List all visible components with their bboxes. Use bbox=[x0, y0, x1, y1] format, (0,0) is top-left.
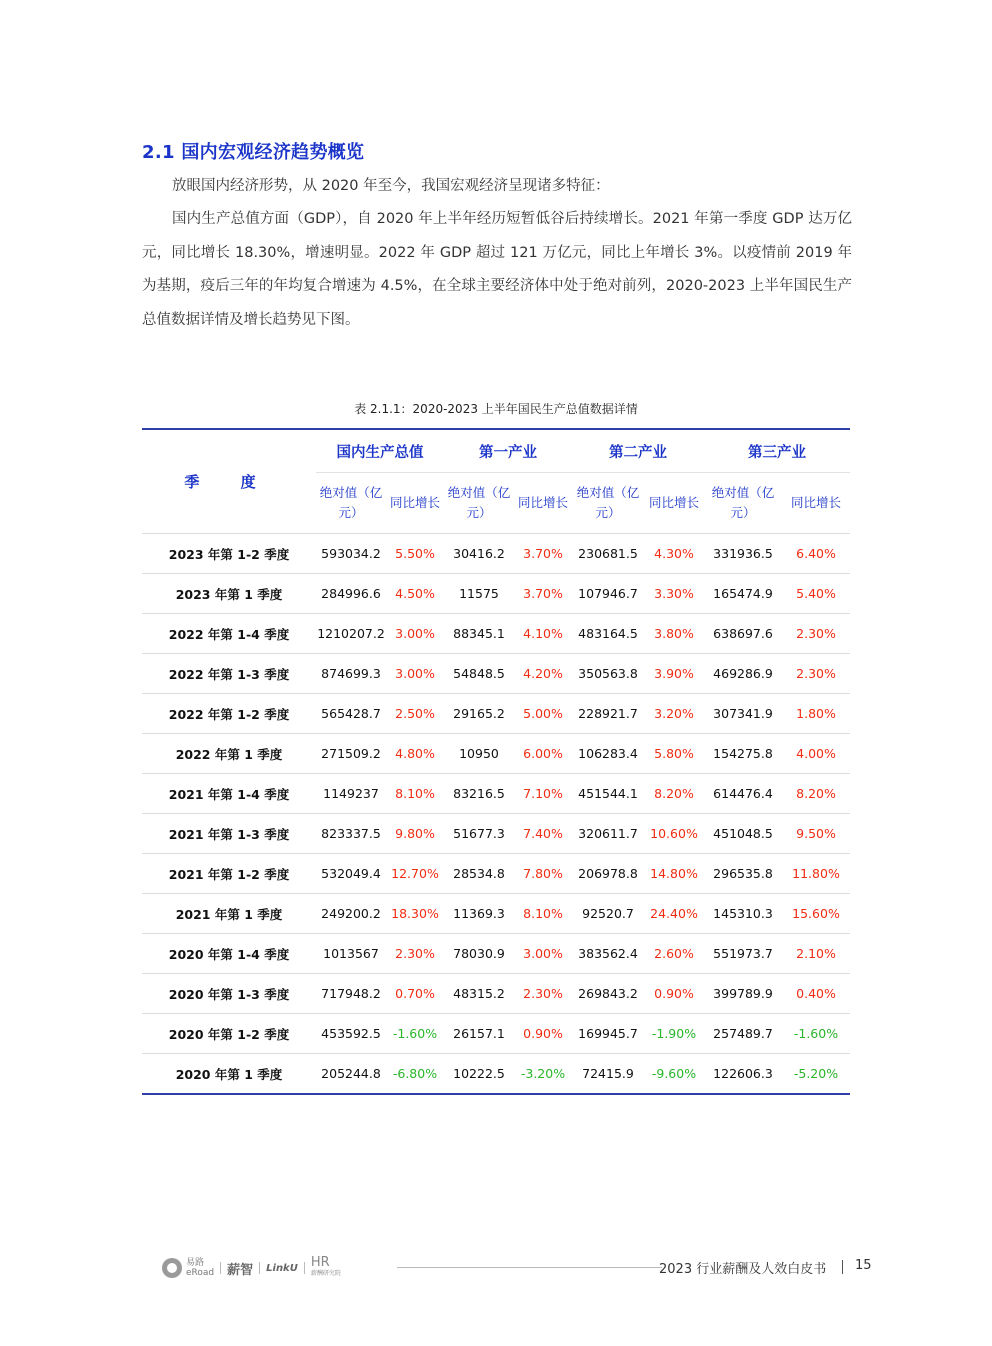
quarter-label: 2022 年第 1 季度 bbox=[142, 734, 316, 774]
growth-cell: 8.20% bbox=[644, 774, 704, 814]
group-header-tertiary: 第三产业 bbox=[704, 429, 850, 473]
value-cell: 205244.8 bbox=[321, 1066, 381, 1081]
growth-cell: 3.00% bbox=[514, 934, 572, 974]
value-cell: 107946.7 bbox=[572, 574, 644, 614]
value-cell: 106283.4 bbox=[572, 734, 644, 774]
table-row bbox=[142, 774, 850, 814]
quarter-label: 2021 年第 1-2 季度 bbox=[142, 854, 316, 894]
value-cell: 453592.5 bbox=[316, 1014, 386, 1054]
quarter-label: 2021 年第 1-3 季度 bbox=[142, 814, 316, 854]
value-cell: 88345.1 bbox=[444, 614, 514, 654]
table-row bbox=[142, 894, 850, 934]
quarter-label: 2022 年第 1-2 季度 bbox=[142, 694, 316, 734]
linku-logo: LinkU bbox=[266, 1262, 298, 1274]
value-cell: 331936.5 bbox=[704, 534, 782, 574]
quarter-label: 2020 年第 1-3 季度 bbox=[142, 974, 316, 1014]
value-cell: 29165.2 bbox=[444, 694, 514, 734]
hr-institute-logo: HR 薪酬研究院 bbox=[310, 1255, 341, 1277]
table-row bbox=[142, 614, 850, 654]
quarter-label: 2020 年第 1-2 季度 bbox=[142, 1014, 316, 1054]
value-cell: 614476.4 bbox=[704, 774, 782, 814]
growth-cell: 8.10% bbox=[386, 774, 444, 814]
growth-cell: 5.40% bbox=[782, 574, 850, 614]
value-cell: 145310.3 bbox=[704, 894, 782, 934]
value-cell: 11575 bbox=[444, 574, 514, 614]
value-cell: 469286.9 bbox=[704, 654, 782, 694]
value-cell: 269843.2 bbox=[572, 974, 644, 1014]
quarter-label: 2020 年第 1-4 季度 bbox=[142, 934, 316, 974]
table-row bbox=[142, 974, 850, 1014]
value-cell: 565428.7 bbox=[316, 694, 386, 734]
value-cell: 249200.2 bbox=[316, 894, 386, 934]
growth-cell: 11.80% bbox=[782, 854, 850, 894]
quarter-label: 2022 年第 1-4 季度 bbox=[142, 614, 316, 654]
growth-cell: 6.00% bbox=[514, 734, 572, 774]
table-row bbox=[142, 1014, 850, 1054]
growth-cell: 3.00% bbox=[386, 614, 444, 654]
value-cell: 122606.3 bbox=[713, 1066, 773, 1081]
value-cell: 717948.2 bbox=[316, 974, 386, 1014]
value-cell: 169945.7 bbox=[572, 1014, 644, 1054]
quarter-label: 2021 年第 1-4 季度 bbox=[142, 774, 316, 814]
footer-divider-line bbox=[397, 1267, 662, 1268]
value-cell: 451048.5 bbox=[704, 814, 782, 854]
growth-cell: 4.00% bbox=[782, 734, 850, 774]
value-cell: 54848.5 bbox=[444, 654, 514, 694]
footer-doc-title: 2023 行业薪酬及人效白皮书 bbox=[659, 1262, 827, 1277]
sub-header-pct: 同比增长 bbox=[386, 473, 444, 534]
growth-cell: 8.20% bbox=[782, 774, 850, 814]
growth-cell: 0.90% bbox=[644, 974, 704, 1014]
gdp-paragraph: 国内生产总值方面（GDP），自 2020 年上半年经历短暂低谷后持续增长。2021 年第一季度 GDP 达万亿元，同比增长 18.30%，增速明显。2022 年 GDP 超过 121 万亿元，同比上年增长 3%。以疫情前 2019 年为基期，疫后三年的年均复合增速为 4.5%，在全球主要经济体中处于绝对前列，2020-2023 上半年国民生产总值数据详情及增长趋势见下图。 bbox=[142, 211, 852, 328]
growth-cell: 1.80% bbox=[782, 694, 850, 734]
gdp-table bbox=[142, 428, 850, 1095]
value-cell: 638697.6 bbox=[704, 614, 782, 654]
page-footer bbox=[162, 1252, 872, 1282]
value-cell: 48315.2 bbox=[444, 974, 514, 1014]
growth-cell: 12.70% bbox=[386, 854, 444, 894]
table-row bbox=[142, 854, 850, 894]
logo-divider bbox=[220, 1262, 221, 1274]
value-cell: 11369.3 bbox=[444, 894, 514, 934]
growth-cell: -9.60% bbox=[651, 1066, 697, 1081]
growth-cell: 10.60% bbox=[644, 814, 704, 854]
growth-cell: 0.40% bbox=[782, 974, 850, 1014]
value-cell: 72415.9 bbox=[582, 1066, 634, 1081]
table-caption: 表 2.1.1：2020-2023 上半年国民生产总值数据详情 bbox=[354, 402, 638, 416]
growth-cell: 9.80% bbox=[386, 814, 444, 854]
value-cell: 51677.3 bbox=[444, 814, 514, 854]
growth-cell: 0.90% bbox=[514, 1014, 572, 1054]
growth-cell: 8.10% bbox=[514, 894, 572, 934]
growth-cell: 2.30% bbox=[386, 934, 444, 974]
growth-cell: 4.10% bbox=[514, 614, 572, 654]
growth-cell: 18.30% bbox=[386, 894, 444, 934]
quarter-label: 2021 年第 1 季度 bbox=[142, 894, 316, 934]
sub-header-pct: 同比增长 bbox=[514, 473, 572, 534]
value-cell: 551973.7 bbox=[704, 934, 782, 974]
value-cell: 874699.3 bbox=[316, 654, 386, 694]
season-header: 季 度 bbox=[142, 429, 316, 534]
growth-cell: 5.50% bbox=[386, 534, 444, 574]
value-cell: 228921.7 bbox=[572, 694, 644, 734]
growth-cell: -3.20% bbox=[520, 1066, 566, 1081]
partner-logos bbox=[162, 1256, 341, 1280]
quarter-label: 2023 年第 1-2 季度 bbox=[142, 534, 316, 574]
gdp-table-body bbox=[142, 534, 850, 1095]
table-row bbox=[142, 1054, 850, 1095]
xinzhi-logo: 薪智 bbox=[227, 1262, 254, 1278]
growth-cell: 0.70% bbox=[386, 974, 444, 1014]
growth-cell: 2.10% bbox=[782, 934, 850, 974]
value-cell: 383562.4 bbox=[572, 934, 644, 974]
growth-cell: 2.30% bbox=[782, 654, 850, 694]
growth-cell: 5.80% bbox=[644, 734, 704, 774]
value-cell: 350563.8 bbox=[572, 654, 644, 694]
value-cell: 206978.8 bbox=[572, 854, 644, 894]
growth-cell: 2.30% bbox=[782, 614, 850, 654]
quarter-label: 2022 年第 1-3 季度 bbox=[142, 654, 316, 694]
footer-separator bbox=[842, 1260, 843, 1274]
growth-cell: 4.20% bbox=[514, 654, 572, 694]
value-cell: 92520.7 bbox=[572, 894, 644, 934]
growth-cell: 2.60% bbox=[644, 934, 704, 974]
table-row bbox=[142, 694, 850, 734]
section-title: 2.1 国内宏观经济趋势概览 bbox=[142, 142, 365, 163]
growth-cell: 3.90% bbox=[644, 654, 704, 694]
value-cell: 26157.1 bbox=[444, 1014, 514, 1054]
growth-cell: 15.60% bbox=[782, 894, 850, 934]
growth-cell: 2.30% bbox=[514, 974, 572, 1014]
value-cell: 593034.2 bbox=[316, 534, 386, 574]
value-cell: 230681.5 bbox=[572, 534, 644, 574]
value-cell: 1149237 bbox=[316, 774, 386, 814]
growth-cell: 7.80% bbox=[514, 854, 572, 894]
quarter-label: 2020 年第 1 季度 bbox=[175, 1066, 283, 1082]
logo-divider bbox=[259, 1262, 260, 1274]
value-cell: 165474.9 bbox=[704, 574, 782, 614]
value-cell: 271509.2 bbox=[316, 734, 386, 774]
table-header-groups bbox=[142, 429, 850, 473]
growth-cell: 2.50% bbox=[386, 694, 444, 734]
growth-cell: 4.80% bbox=[386, 734, 444, 774]
value-cell: 30416.2 bbox=[444, 534, 514, 574]
growth-cell: 7.10% bbox=[514, 774, 572, 814]
group-header-gdp: 国内生产总值 bbox=[316, 429, 444, 473]
page-number: 15 bbox=[855, 1258, 872, 1273]
value-cell: 284996.6 bbox=[316, 574, 386, 614]
value-cell: 532049.4 bbox=[316, 854, 386, 894]
growth-cell: 3.80% bbox=[644, 614, 704, 654]
value-cell: 483164.5 bbox=[572, 614, 644, 654]
sub-header-abs: 绝对值（亿元） bbox=[704, 473, 782, 534]
value-cell: 10950 bbox=[444, 734, 514, 774]
value-cell: 823337.5 bbox=[316, 814, 386, 854]
value-cell: 296535.8 bbox=[704, 854, 782, 894]
value-cell: 154275.8 bbox=[704, 734, 782, 774]
table-row bbox=[142, 734, 850, 774]
growth-cell: 24.40% bbox=[644, 894, 704, 934]
growth-cell: 3.70% bbox=[514, 574, 572, 614]
value-cell: 307341.9 bbox=[704, 694, 782, 734]
growth-cell: 3.70% bbox=[514, 534, 572, 574]
group-header-secondary: 第二产业 bbox=[572, 429, 704, 473]
table-row bbox=[142, 574, 850, 614]
intro-paragraph: 放眼国内经济形势，从 2020 年至今，我国宏观经济呈现诸多特征： bbox=[172, 178, 610, 194]
growth-cell: -1.60% bbox=[782, 1014, 850, 1054]
growth-cell: 9.50% bbox=[782, 814, 850, 854]
sub-header-abs: 绝对值（亿元） bbox=[444, 473, 514, 534]
growth-cell: -1.60% bbox=[386, 1014, 444, 1054]
group-header-primary: 第一产业 bbox=[444, 429, 572, 473]
growth-cell: -6.80% bbox=[392, 1066, 438, 1081]
growth-cell: -5.20% bbox=[793, 1066, 839, 1081]
table-row bbox=[142, 814, 850, 854]
value-cell: 10222.5 bbox=[453, 1066, 505, 1081]
logo-divider bbox=[304, 1262, 305, 1274]
value-cell: 257489.7 bbox=[704, 1014, 782, 1054]
growth-cell: 4.30% bbox=[644, 534, 704, 574]
table-row bbox=[142, 934, 850, 974]
sub-header-pct: 同比增长 bbox=[644, 473, 704, 534]
table-row bbox=[142, 654, 850, 694]
value-cell: 399789.9 bbox=[704, 974, 782, 1014]
value-cell: 320611.7 bbox=[572, 814, 644, 854]
growth-cell: 4.50% bbox=[386, 574, 444, 614]
quarter-label: 2023 年第 1 季度 bbox=[142, 574, 316, 614]
growth-cell: 5.00% bbox=[514, 694, 572, 734]
value-cell: 1013567 bbox=[316, 934, 386, 974]
growth-cell: 3.00% bbox=[386, 654, 444, 694]
growth-cell: 14.80% bbox=[644, 854, 704, 894]
sub-header-abs: 绝对值（亿元） bbox=[572, 473, 644, 534]
growth-cell: 7.40% bbox=[514, 814, 572, 854]
value-cell: 78030.9 bbox=[444, 934, 514, 974]
value-cell: 451544.1 bbox=[572, 774, 644, 814]
eroad-logo: 易路 eRoad bbox=[186, 1258, 215, 1278]
eroad-logo-icon bbox=[162, 1258, 182, 1278]
table-row bbox=[142, 534, 850, 574]
growth-cell: 6.40% bbox=[782, 534, 850, 574]
growth-cell: -1.90% bbox=[644, 1014, 704, 1054]
value-cell: 83216.5 bbox=[444, 774, 514, 814]
sub-header-pct: 同比增长 bbox=[782, 473, 850, 534]
sub-header-abs: 绝对值（亿元） bbox=[316, 473, 386, 534]
value-cell: 28534.8 bbox=[444, 854, 514, 894]
value-cell: 1210207.2 bbox=[316, 614, 386, 654]
growth-cell: 3.30% bbox=[644, 574, 704, 614]
growth-cell: 3.20% bbox=[644, 694, 704, 734]
